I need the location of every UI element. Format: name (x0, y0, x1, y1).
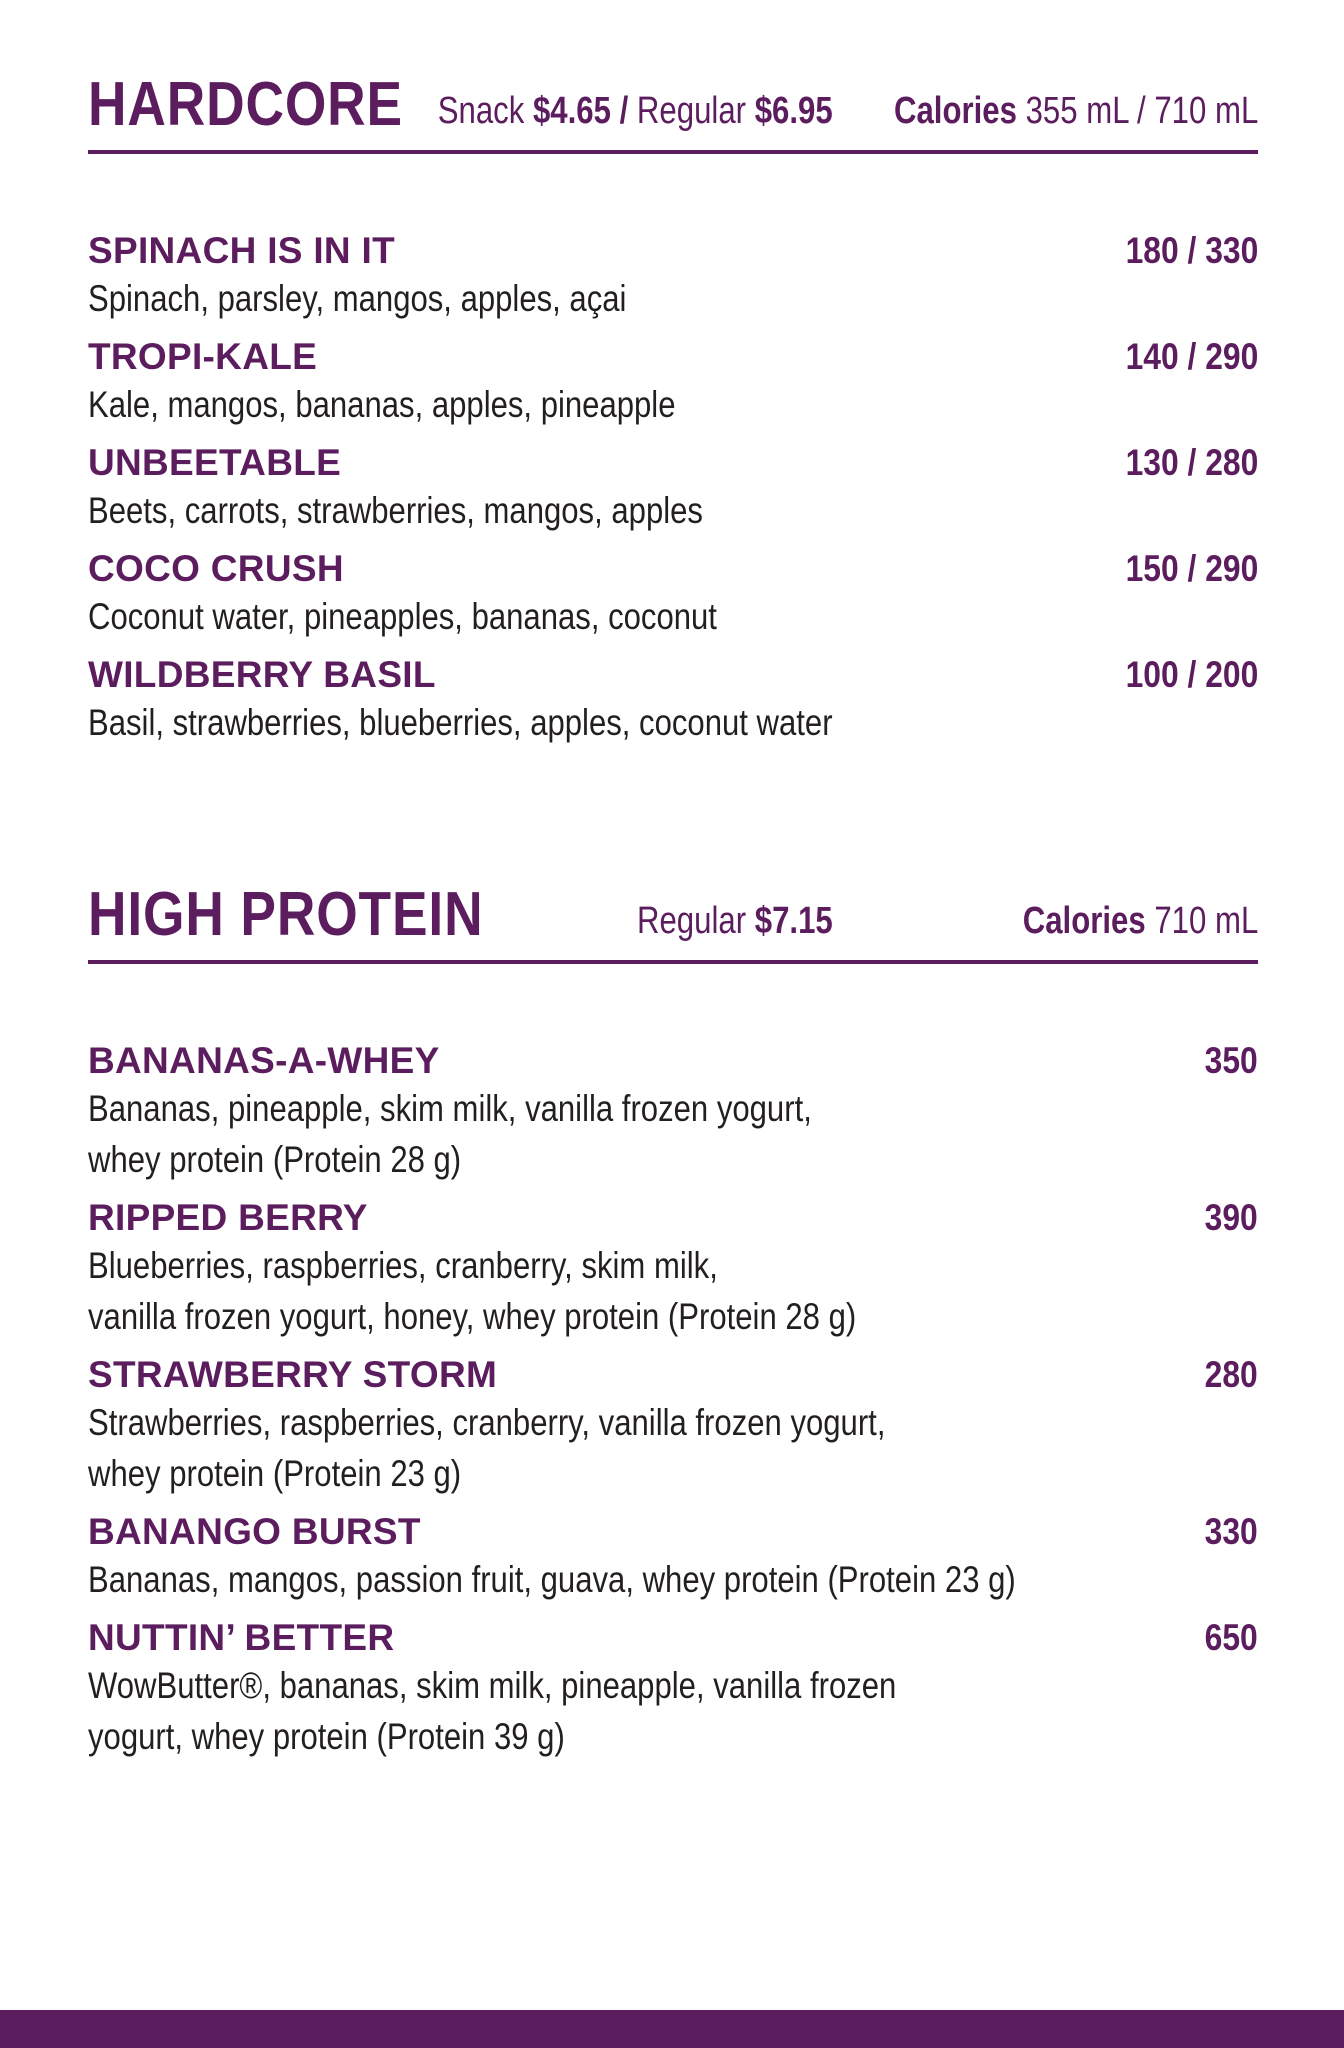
item-description-line: whey protein (Protein 23 g) (88, 1453, 462, 1494)
item-calories: 390 (1204, 1197, 1258, 1238)
item-description (88, 591, 1071, 642)
menu-item (88, 1513, 1258, 1605)
item-calories: 350 (1204, 1040, 1258, 1081)
item-description (88, 379, 1071, 430)
item-name: COCO CRUSH (88, 548, 344, 589)
menu-item (88, 1356, 1258, 1499)
calories-label: Calories (1022, 900, 1146, 942)
item-name: TROPI-KALE (88, 336, 318, 377)
regular-price: $6.95 (755, 90, 833, 132)
footer-bar (0, 2010, 1344, 2048)
item-description (88, 697, 1071, 748)
regular-label: Regular (637, 900, 756, 942)
item-description-line: Strawberries, raspberries, cranberry, vanilla frozen yogurt, (88, 1402, 886, 1443)
regular-label: Regular (637, 90, 756, 132)
menu-item (88, 444, 1258, 536)
item-description-line: Basil, strawberries, blueberries, apples, coconut water (88, 702, 833, 743)
hardcore-title: HARDCORE (88, 70, 403, 139)
menu-item (88, 1042, 1258, 1185)
item-calories: 150 / 290 (1125, 548, 1258, 589)
item-description-line: Spinach, parsley, mangos, apples, açai (88, 278, 627, 319)
item-calories: 180 / 330 (1125, 230, 1258, 271)
item-calories: 130 / 280 (1125, 442, 1258, 483)
hardcore-section (88, 40, 1258, 743)
hardcore-price (438, 92, 833, 130)
snack-label: Snack (438, 90, 534, 132)
calories-sizes: 710 mL (1145, 900, 1258, 942)
calories-sizes: 355 mL / 710 mL (1016, 90, 1258, 132)
item-name: WILDBERRY BASIL (88, 654, 436, 695)
item-description (88, 1554, 1071, 1605)
item-description-line: Bananas, pineapple, skim milk, vanilla frozen yogurt, (88, 1088, 812, 1129)
menu-item (88, 1199, 1258, 1342)
high-protein-header (88, 850, 1258, 964)
item-description (88, 1397, 1071, 1499)
item-description-line: Blueberries, raspberries, cranberry, skim milk, (88, 1245, 718, 1286)
item-description (88, 273, 1071, 324)
high-protein-title: HIGH PROTEIN (88, 880, 484, 949)
item-name: UNBEETABLE (88, 442, 342, 483)
item-description-line: Bananas, mangos, passion fruit, guava, whey protein (Protein 23 g) (88, 1559, 1016, 1600)
price-separator: / (611, 90, 638, 132)
high-protein-items (88, 1042, 1258, 1762)
item-name: RIPPED BERRY (88, 1197, 368, 1238)
item-calories: 650 (1204, 1617, 1258, 1658)
item-description-line: WowButter®, bananas, skim milk, pineapple, vanilla frozen (88, 1665, 897, 1706)
item-calories: 280 (1204, 1354, 1258, 1395)
item-description (88, 485, 1071, 536)
snack-price: $4.65 (533, 90, 612, 132)
item-calories: 140 / 290 (1125, 336, 1258, 377)
hardcore-items (88, 232, 1258, 748)
high-protein-price (637, 902, 833, 940)
calories-label: Calories (893, 90, 1017, 132)
item-name: BANANGO BURST (88, 1511, 421, 1552)
menu-item (88, 1619, 1258, 1762)
item-description-line: Beets, carrots, strawberries, mangos, apples (88, 490, 703, 531)
item-description-line: Coconut water, pineapples, bananas, coconut (88, 596, 717, 637)
regular-price: $7.15 (755, 900, 833, 942)
hardcore-header (88, 40, 1258, 154)
item-description-line: Kale, mangos, bananas, apples, pineapple (88, 384, 676, 425)
item-description (88, 1660, 1071, 1762)
item-name: BANANAS-A-WHEY (88, 1040, 440, 1081)
item-description-line: vanilla frozen yogurt, honey, whey protein (Protein 28 g) (88, 1296, 857, 1337)
item-name: NUTTIN’ BETTER (88, 1617, 395, 1658)
menu-item (88, 338, 1258, 430)
item-description-line: whey protein (Protein 28 g) (88, 1139, 462, 1180)
menu-item (88, 550, 1258, 642)
menu-item (88, 656, 1258, 748)
item-calories: 330 (1204, 1511, 1258, 1552)
high-protein-calories-header (1022, 902, 1258, 940)
item-name: SPINACH IS IN IT (88, 230, 395, 271)
item-description-line: yogurt, whey protein (Protein 39 g) (88, 1716, 565, 1757)
item-description (88, 1083, 1071, 1185)
menu-item (88, 232, 1258, 324)
hardcore-calories-header (894, 92, 1258, 130)
high-protein-section (88, 850, 1258, 1757)
item-name: STRAWBERRY STORM (88, 1354, 498, 1395)
item-description (88, 1240, 1071, 1342)
item-calories: 100 / 200 (1125, 654, 1258, 695)
